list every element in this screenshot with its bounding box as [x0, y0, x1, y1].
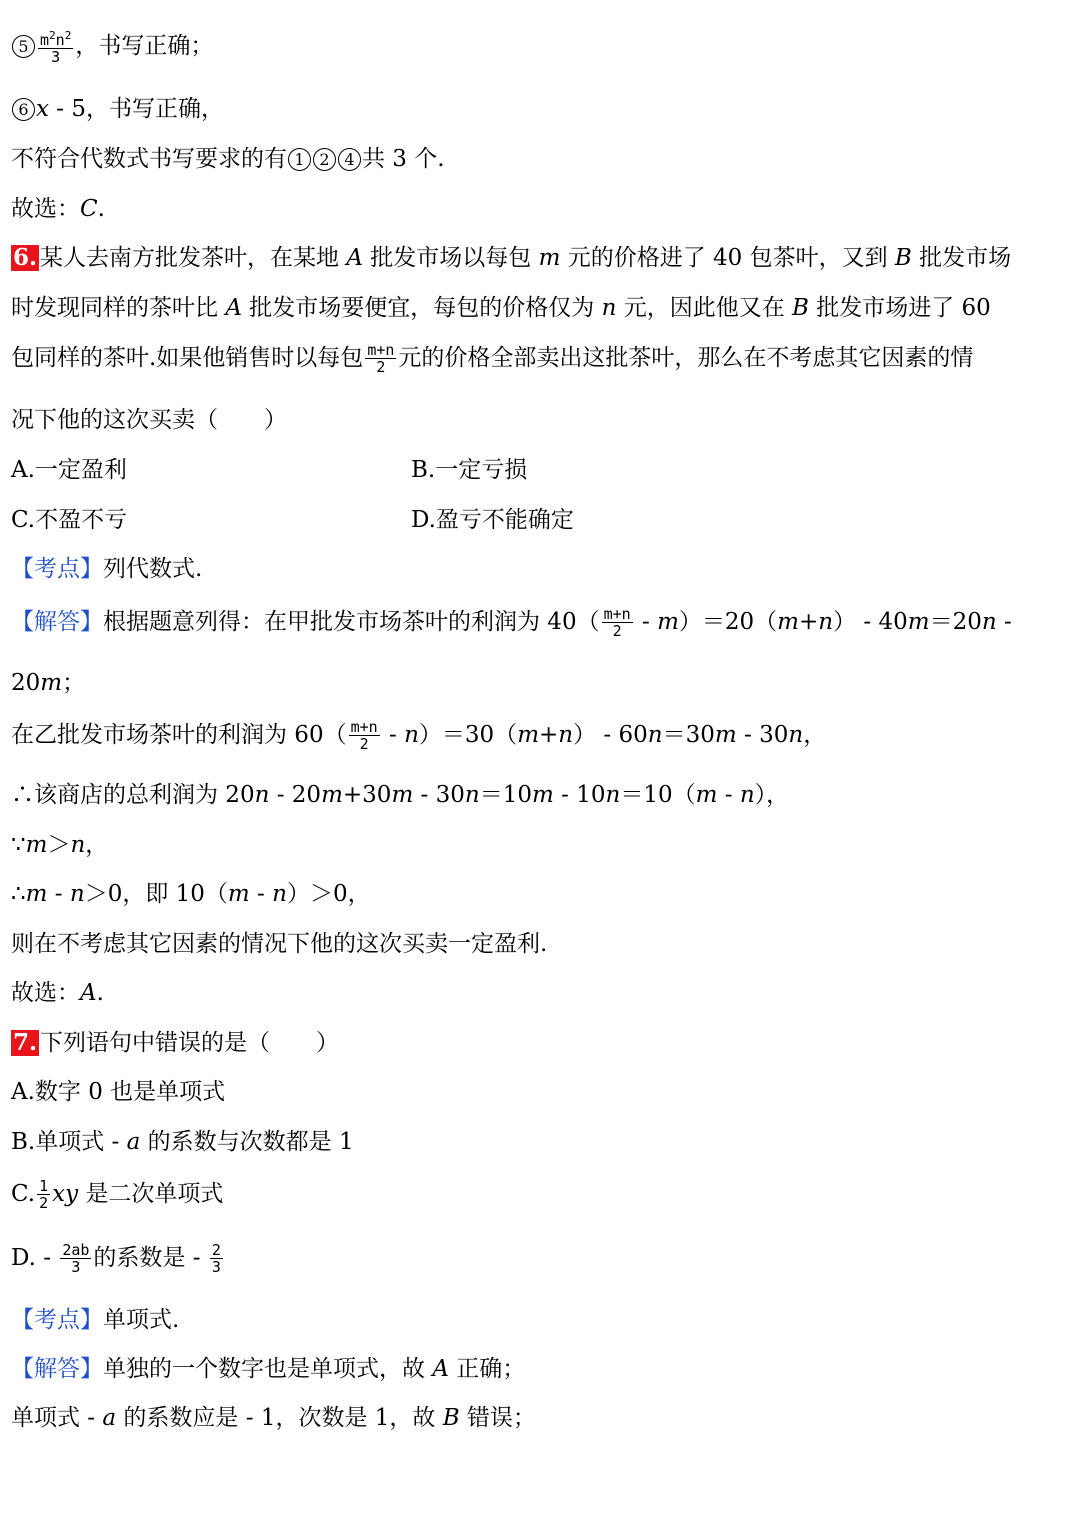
- question-number: 6.: [13, 244, 38, 271]
- fraction: $\frac{m+n}{2}$: [350, 718, 378, 753]
- q7-knowledge-point: 【考点】单项式.: [11, 1307, 180, 1333]
- q6-solution-line-4: ∴该商店的总利润为 20n - 20m+30m - 30n＝10m - 10n＝10（m - n），: [11, 782, 790, 808]
- fraction: $\frac{m+n}{2}$: [367, 341, 395, 376]
- q6-solution-line-3: 在乙批发市场茶叶的利润为 60（ $\frac{m+n}{2}$ - n）＝30（m+n） - 60n＝30m - 30n，: [11, 718, 827, 753]
- answer-line: 故选：C.: [11, 196, 105, 222]
- option-a: A.一定盈利: [11, 457, 127, 483]
- q6-solution-line-1: 【解答】根据题意列得：在甲批发市场茶叶的利润为 40（ $\frac{m+n}{2}$ - m）＝20（m+n） - 40m＝20n -: [11, 605, 1012, 640]
- q6-stem-line-1: 6. 某人去南方批发茶叶，在某地 A 批发市场以每包 m 元的价格进了 40 包茶叶，又到 B 批发市场: [13, 244, 1012, 271]
- q6-options-row-2: [11, 505, 574, 535]
- q6-knowledge-point: 【考点】列代数式.: [11, 556, 203, 582]
- circled-number: 6: [12, 98, 35, 121]
- q7-solution-line-1: 【解答】单独的一个数字也是单项式，故 A 正确；: [11, 1356, 526, 1382]
- jieda-tag: 【解答】: [11, 1356, 103, 1382]
- option-d: D.盈亏不能确定: [411, 507, 574, 533]
- line-6-expression: 6 x - 5，书写正确，: [11, 94, 224, 124]
- line-5-expression: 5 $\frac{m^2n^2}{3}$ ，书写正确；: [11, 28, 213, 66]
- fraction: $\frac{2ab}{3}$: [62, 1241, 90, 1276]
- q7-stem: 7. 下列语句中错误的是（ ）: [13, 1029, 340, 1056]
- q6-solution-line-2: 20m；: [11, 670, 86, 696]
- q7-option-a: A.数字 0 也是单项式: [11, 1079, 226, 1105]
- option-c: C.不盈不亏: [11, 507, 128, 533]
- q6-stem-line-3: 包同样的茶叶.如果他销售时以每包 $\frac{m+n}{2}$ 元的价格全部卖出这批茶叶，那么在不考虑其它因素的情: [11, 341, 974, 376]
- summary-line: 不符合代数式书写要求的有 1 2 4 共 3 个.: [11, 146, 445, 172]
- fraction: $\frac{1}{2}$: [39, 1177, 49, 1212]
- q6-answer: 故选：A.: [11, 980, 104, 1006]
- q6-solution-line-5: ∵m＞n，: [11, 832, 109, 858]
- q7-solution-line-2: 单项式 - a 的系数应是 - 1，次数是 1，故 B 错误；: [11, 1405, 536, 1431]
- jieda-tag: 【解答】: [11, 609, 103, 635]
- q7-option-c: C. $\frac{1}{2}$ xy 是二次单项式: [11, 1177, 224, 1212]
- q7-option-b: B.单项式 - a 的系数与次数都是 1: [11, 1129, 354, 1155]
- q6-solution-line-6: ∴m - n＞0，即 10（m - n）＞0，: [11, 881, 371, 907]
- question-number: 7.: [13, 1029, 38, 1056]
- q6-solution-line-7: 则在不考虑其它因素的情况下他的这次买卖一定盈利.: [11, 931, 548, 957]
- kaodian-tag: 【考点】: [11, 556, 103, 582]
- q6-stem-line-4: 况下他的这次买卖（ ）: [11, 407, 287, 433]
- q6-options-row-1: [11, 455, 528, 485]
- kaodian-tag: 【考点】: [11, 1307, 103, 1333]
- q7-option-d: D. - $\frac{2ab}{3}$ 的系数是 - $\frac{2}{3}$: [11, 1241, 221, 1276]
- circled-number: 5: [12, 35, 35, 58]
- fraction: $\frac{m+n}{2}$: [603, 605, 631, 640]
- q6-stem-line-2: 时发现同样的茶叶比 A 批发市场要便宜，每包的价格仅为 n 元，因此他又在 B 批发市场进了 60: [11, 295, 991, 321]
- fraction: $\frac{2}{3}$: [211, 1241, 221, 1276]
- fraction: $\frac{m^2n^2}{3}$: [40, 29, 72, 66]
- option-b: B.一定亏损: [411, 457, 528, 483]
